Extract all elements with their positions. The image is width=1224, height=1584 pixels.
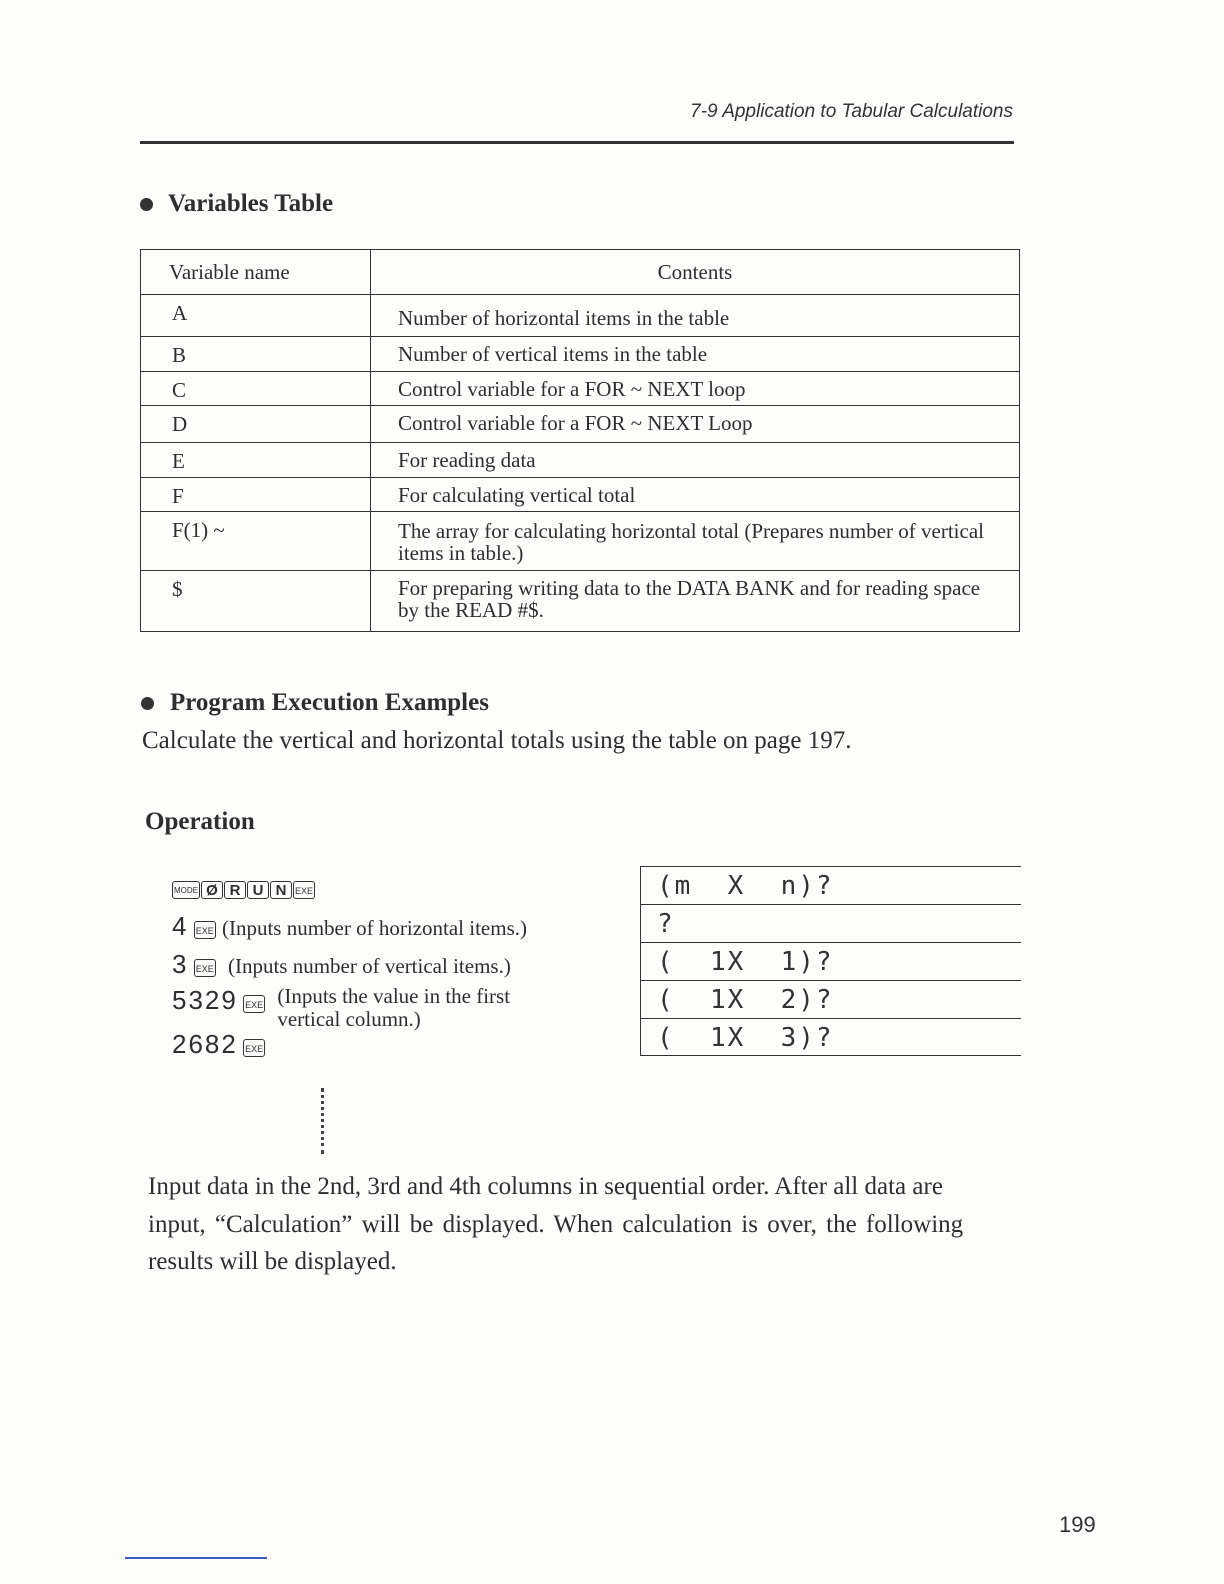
bullet-icon bbox=[140, 198, 153, 211]
header-rule bbox=[140, 141, 1014, 144]
column-header-variable-name: Variable name bbox=[141, 250, 371, 295]
column-header-contents: Contents bbox=[371, 250, 1020, 295]
display-row: ( 1X 3)? bbox=[641, 1018, 1021, 1056]
table-row bbox=[141, 372, 1020, 406]
contents-cell: The array for calculating horizontal total (Prepares number of vertical items in table.) bbox=[371, 512, 1020, 571]
operation-step bbox=[172, 1029, 266, 1060]
operation-step bbox=[172, 985, 510, 1031]
table-header-row bbox=[141, 250, 1020, 295]
exe-key-icon: EXE bbox=[194, 921, 216, 939]
operation-title: Operation bbox=[145, 808, 255, 835]
footer-line bbox=[125, 1557, 267, 1559]
operation-step bbox=[172, 949, 511, 980]
variable-name-cell: B bbox=[141, 337, 371, 372]
u-key-icon: U bbox=[247, 881, 269, 899]
variables-table-title: Variables Table bbox=[168, 190, 334, 217]
step-note: (Inputs number of vertical items.) bbox=[227, 954, 511, 978]
contents-cell: Control variable for a FOR ~ NEXT loop bbox=[371, 372, 1020, 406]
table-row bbox=[141, 478, 1020, 512]
contents-cell: Number of horizontal items in the table bbox=[371, 295, 1020, 337]
variables-section-heading bbox=[140, 190, 333, 218]
step-digits: 2682 bbox=[172, 1029, 238, 1059]
variable-name-cell: D bbox=[141, 406, 371, 443]
execution-intro: Calculate the vertical and horizontal totals using the table on page 197. bbox=[142, 727, 852, 754]
variable-name-cell: E bbox=[141, 443, 371, 478]
step-note: (Inputs the value in the first bbox=[277, 984, 511, 1008]
variable-name-cell: $ bbox=[141, 571, 371, 632]
contents-cell: For preparing writing data to the DATA BANK and for reading space by the READ #$. bbox=[371, 571, 1020, 632]
contents-cell: For reading data bbox=[371, 443, 1020, 478]
display-row: (m X n)? bbox=[641, 866, 1021, 904]
closing-line: input, “Calculation” will be displayed. When calculation is over, the following bbox=[148, 1210, 964, 1238]
closing-paragraph bbox=[148, 1168, 963, 1281]
exe-key-icon: EXE bbox=[293, 881, 315, 899]
step-note-block bbox=[277, 985, 510, 1031]
table-row bbox=[141, 512, 1020, 571]
exe-key-icon: EXE bbox=[243, 1039, 265, 1057]
zero-key-icon: Ø bbox=[201, 881, 223, 899]
table-row bbox=[141, 443, 1020, 478]
bullet-icon bbox=[141, 697, 154, 710]
contents-cell: Control variable for a FOR ~ NEXT Loop bbox=[371, 406, 1020, 443]
variable-name-cell: F bbox=[141, 478, 371, 512]
closing-line: results will be displayed. bbox=[148, 1248, 397, 1275]
step-note-continued: vertical column.) bbox=[277, 1007, 421, 1031]
table-row bbox=[141, 337, 1020, 372]
operation-step bbox=[172, 911, 527, 942]
running-head: 7-9 Application to Tabular Calculations bbox=[690, 101, 1013, 122]
variable-name-cell: A bbox=[141, 295, 371, 337]
step-digits: 3 bbox=[172, 949, 189, 979]
execution-section-heading bbox=[141, 689, 489, 717]
table-row bbox=[141, 406, 1020, 443]
exe-key-icon: EXE bbox=[243, 995, 265, 1013]
contents-cell: Number of vertical items in the table bbox=[371, 337, 1020, 372]
step-note: (Inputs number of horizontal items.) bbox=[221, 916, 527, 940]
display-row: ? bbox=[641, 904, 1021, 942]
r-key-icon: R bbox=[224, 881, 246, 899]
n-key-icon: N bbox=[270, 881, 292, 899]
key-sequence bbox=[172, 876, 316, 901]
table-row bbox=[141, 571, 1020, 632]
display-row: ( 1X 1)? bbox=[641, 942, 1021, 980]
calculator-display bbox=[640, 866, 1021, 1056]
variable-name-cell: C bbox=[141, 372, 371, 406]
closing-line: Input data in the 2nd, 3rd and 4th columns in sequential order. After all data are bbox=[148, 1173, 943, 1200]
table-row bbox=[141, 295, 1020, 337]
page-number: 199 bbox=[1059, 1512, 1096, 1537]
variables-table bbox=[140, 249, 1020, 632]
step-digits: 4 bbox=[172, 911, 189, 941]
step-digits: 5329 bbox=[172, 985, 238, 1015]
mode-key-icon: MODE bbox=[172, 881, 200, 899]
continuation-dots bbox=[321, 1088, 330, 1154]
display-row: ( 1X 2)? bbox=[641, 980, 1021, 1018]
variable-name-cell: F(1) ~ bbox=[141, 512, 371, 571]
exe-key-icon: EXE bbox=[194, 959, 216, 977]
contents-cell: For calculating vertical total bbox=[371, 478, 1020, 512]
execution-examples-title: Program Execution Examples bbox=[170, 689, 489, 716]
